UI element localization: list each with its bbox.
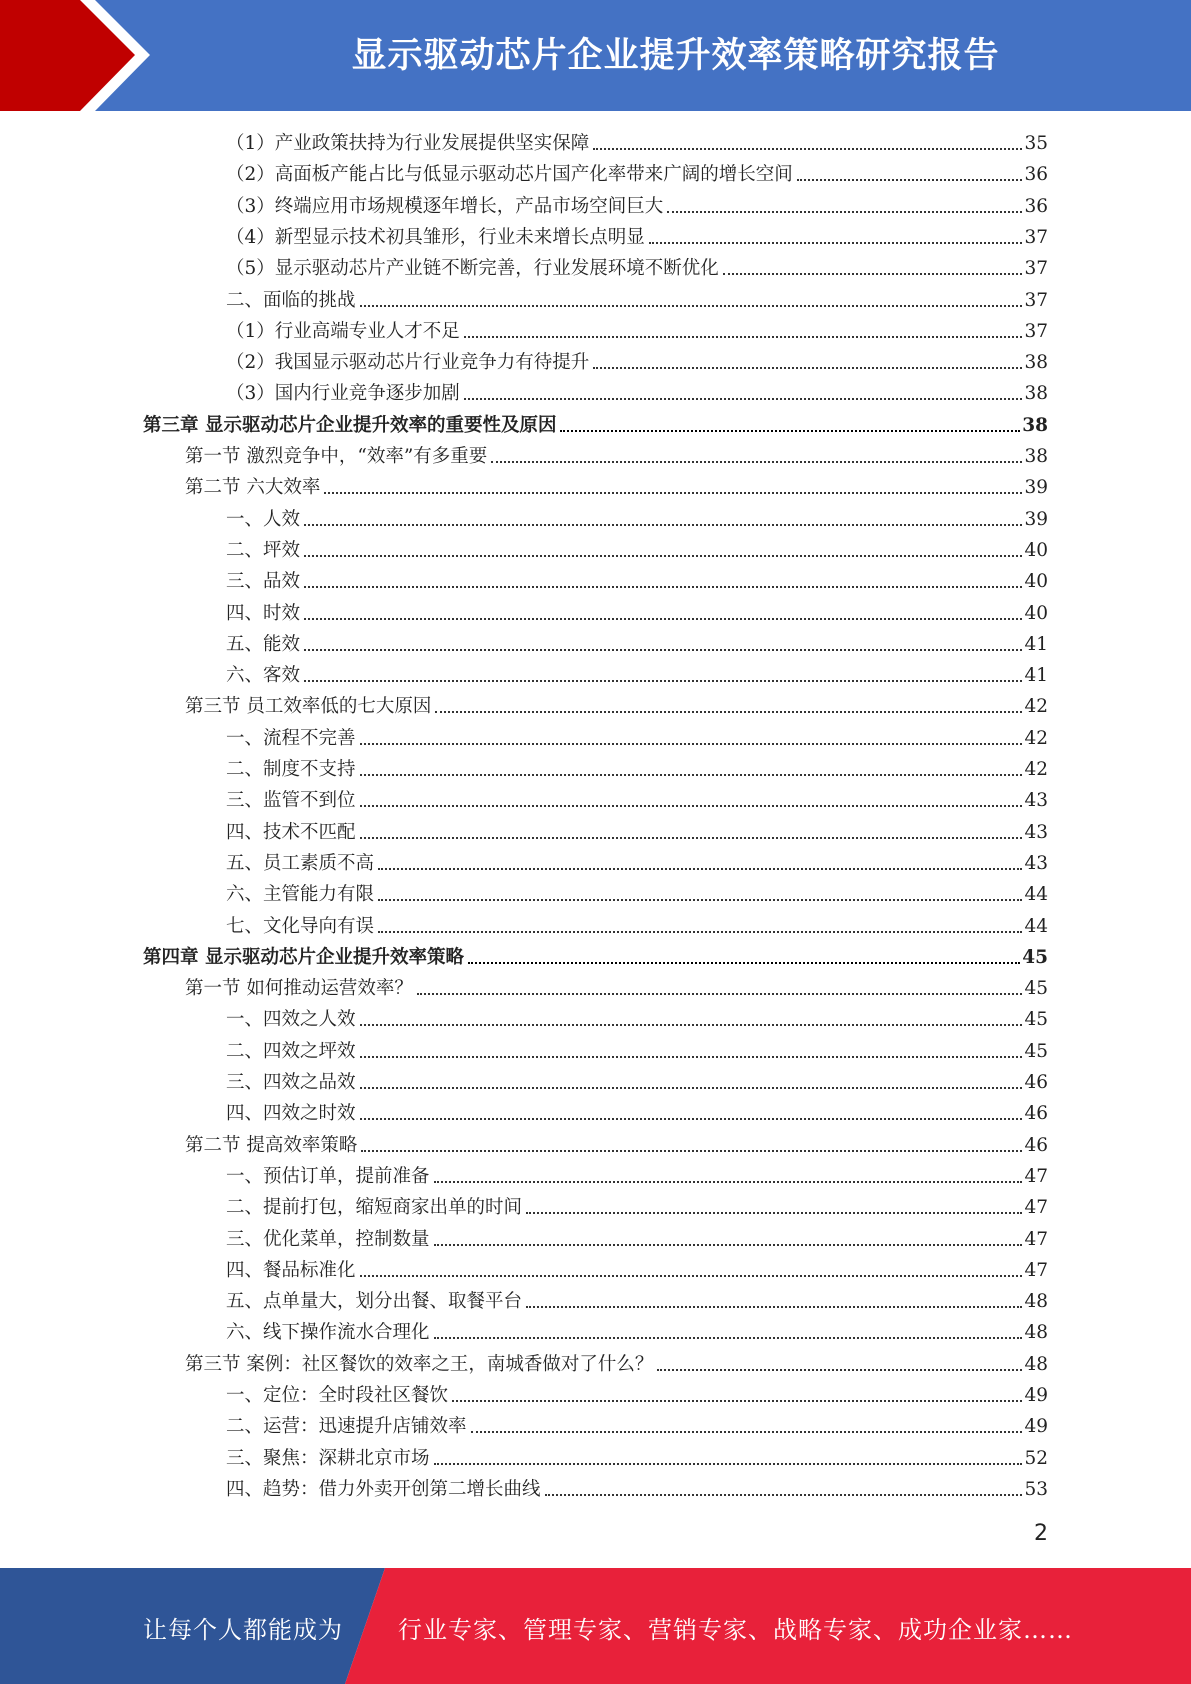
toc-entry-page: 47	[1024, 1197, 1048, 1219]
toc-subsection-entry[interactable]	[226, 1224, 1048, 1252]
toc-subsection-entry[interactable]	[226, 1098, 1048, 1126]
toc-entry-title: （1）产业政策扶持为行业发展提供坚实保障	[226, 133, 590, 154]
toc-dot-leader	[434, 1463, 1023, 1465]
page-header	[0, 0, 1191, 111]
toc-entry-page: 47	[1024, 1165, 1048, 1187]
toc-entry-title: 三、品效	[226, 571, 301, 593]
toc-entry-title: （5）显示驱动芯片产业链不断完善，行业发展环境不断优化	[226, 258, 719, 280]
toc-dot-leader	[468, 962, 1020, 964]
toc-subsection-entry[interactable]	[226, 879, 1048, 907]
toc-entry-title: 第一节 激烈竞争中，“效率”有多重要	[185, 446, 488, 467]
toc-entry-page: 38	[1022, 414, 1048, 436]
toc-entry-title: 一、预估订单，提前准备	[226, 1165, 430, 1187]
toc-subsection-entry[interactable]	[226, 911, 1048, 939]
toc-entry-page: 46	[1024, 1103, 1048, 1125]
toc-dot-leader	[464, 398, 1023, 400]
toc-subsection-entry[interactable]	[226, 253, 1048, 281]
toc-dot-leader	[304, 680, 1022, 682]
toc-entry-title: 七、文化导向有误	[226, 915, 375, 937]
toc-dot-leader	[434, 1337, 1023, 1339]
page-number: 2	[1034, 1521, 1048, 1546]
toc-entry-title: 第三章 显示驱动芯片企业提升效率的重要性及原因	[143, 414, 557, 436]
toc-entry-page: 40	[1024, 571, 1048, 593]
toc-dot-leader	[723, 273, 1023, 275]
toc-entry-page: 46	[1024, 1072, 1048, 1093]
toc-entry-page: 52	[1024, 1447, 1048, 1469]
toc-entry-title: 第三节 案例：社区餐饮的效率之王，南城香做对了什么？	[185, 1353, 654, 1375]
toc-entry-title: 四、时效	[226, 602, 301, 624]
toc-entry-title: 六、线下操作流水合理化	[226, 1322, 430, 1344]
toc-entry-title: 三、聚焦：深耕北京市场	[226, 1447, 430, 1469]
toc-subsection-entry[interactable]	[226, 754, 1048, 782]
toc-section-entry[interactable]	[185, 691, 1048, 719]
toc-entry-title: 二、运营：迅速提升店铺效率	[226, 1416, 467, 1438]
toc-entry-page: 47	[1024, 1259, 1048, 1281]
toc-dot-leader	[464, 336, 1023, 338]
toc-entry-title: 二、四效之坪效	[226, 1040, 356, 1062]
toc-subsection-entry[interactable]	[226, 128, 1048, 156]
toc-entry-title: （2）我国显示驱动芯片行业竞争力有待提升	[226, 352, 590, 374]
toc-dot-leader	[435, 711, 1022, 713]
toc-entry-page: 53	[1024, 1478, 1048, 1500]
toc-entry-title: 四、四效之时效	[226, 1103, 356, 1125]
toc-entry-title: 五、点单量大，划分出餐、取餐平台	[226, 1291, 523, 1313]
toc-entry-page: 41	[1024, 665, 1048, 687]
toc-dot-leader	[526, 1306, 1022, 1308]
toc-subsection-entry[interactable]	[226, 1161, 1048, 1189]
toc-subsection-entry[interactable]	[226, 785, 1048, 813]
toc-dot-leader	[360, 1024, 1023, 1026]
toc-dot-leader	[304, 649, 1022, 651]
toc-entry-page: 36	[1024, 195, 1048, 217]
toc-dot-leader	[378, 868, 1022, 870]
toc-entry-page: 41	[1024, 633, 1048, 655]
toc-entry-page: 37	[1024, 320, 1048, 342]
toc-dot-leader	[491, 461, 1022, 463]
toc-entry-title: 第四章 显示驱动芯片企业提升效率策略	[143, 946, 464, 968]
toc-entry-title: （1）行业高端专业人才不足	[226, 320, 460, 342]
toc-subsection-entry[interactable]	[226, 1474, 1048, 1502]
toc-subsection-entry[interactable]	[226, 598, 1048, 626]
toc-entry-title: 一、四效之人效	[226, 1009, 356, 1031]
toc-dot-leader	[360, 1118, 1023, 1120]
toc-dot-leader	[378, 931, 1022, 933]
toc-entry-page: 40	[1024, 602, 1048, 624]
toc-entry-page: 38	[1024, 383, 1048, 405]
toc-entry-page: 37	[1024, 258, 1048, 280]
toc-dot-leader	[471, 1431, 1023, 1433]
toc-entry-title: 四、餐品标准化	[226, 1259, 356, 1281]
toc-dot-leader	[304, 524, 1022, 526]
toc-entry-title: 三、监管不到位	[226, 790, 356, 812]
toc-entry-page: 42	[1024, 759, 1048, 780]
toc-subsection-entry[interactable]	[226, 1004, 1048, 1032]
toc-entry-page: 40	[1024, 539, 1048, 561]
toc-dot-leader	[417, 993, 1023, 995]
toc-entry-page: 38	[1024, 446, 1048, 467]
toc-entry-title: 四、趋势：借力外卖开创第二增长曲线	[226, 1478, 541, 1500]
toc-dot-leader	[304, 618, 1022, 620]
toc-entry-page: 43	[1024, 790, 1048, 812]
toc-entry-title: （3）国内行业竞争逐步加剧	[226, 383, 460, 405]
toc-entry-title: （3）终端应用市场规模逐年增长，产品市场空间巨大	[226, 195, 664, 217]
toc-subsection-entry[interactable]	[226, 817, 1048, 845]
toc-dot-leader	[360, 305, 1023, 307]
toc-subsection-entry[interactable]	[226, 1067, 1048, 1095]
toc-subsection-entry[interactable]	[226, 1411, 1048, 1439]
toc-subsection-entry[interactable]	[226, 1255, 1048, 1283]
toc-entry-page: 49	[1024, 1416, 1048, 1438]
footer-slogan-right: 行业专家、管理专家、营销专家、战略专家、成功企业家……	[398, 1616, 1073, 1644]
toc-subsection-entry[interactable]	[226, 848, 1048, 876]
toc-dot-leader	[593, 148, 1022, 150]
page-footer	[0, 1568, 1191, 1684]
toc-dot-leader	[304, 586, 1022, 588]
toc-subsection-entry[interactable]	[226, 1317, 1048, 1345]
toc-entry-page: 37	[1024, 226, 1048, 248]
toc-subsection-entry[interactable]	[226, 535, 1048, 563]
toc-entry-title: 第三节 员工效率低的七大原因	[185, 696, 432, 718]
toc-entry-title: 第二节 提高效率策略	[185, 1134, 358, 1156]
toc-entry-page: 48	[1024, 1353, 1048, 1375]
toc-entry-page: 43	[1024, 821, 1048, 843]
header-arrow-decoration	[0, 0, 160, 111]
toc-dot-leader	[324, 492, 1022, 494]
toc-subsection-entry[interactable]	[226, 566, 1048, 594]
toc-section-entry[interactable]	[185, 1130, 1048, 1158]
toc-entry-page: 45	[1024, 978, 1048, 1000]
toc-subsection-entry[interactable]	[226, 285, 1048, 313]
toc-entry-title: 二、坪效	[226, 539, 301, 561]
toc-entry-page: 45	[1022, 946, 1048, 968]
toc-dot-leader	[657, 1369, 1022, 1371]
toc-entry-title: 六、客效	[226, 665, 301, 687]
toc-entry-title: 四、技术不匹配	[226, 821, 356, 843]
toc-entry-page: 45	[1024, 1040, 1048, 1062]
toc-entry-page: 44	[1024, 884, 1048, 906]
toc-entry-page: 47	[1024, 1228, 1048, 1250]
toc-entry-title: 六、主管能力有限	[226, 884, 375, 906]
toc-entry-page: 36	[1024, 164, 1048, 186]
toc-chapter-entry[interactable]	[143, 942, 1048, 970]
toc-subsection-entry[interactable]	[226, 1192, 1048, 1220]
toc-dot-leader	[304, 555, 1022, 557]
toc-entry-title: 二、面临的挑战	[226, 289, 356, 311]
toc-subsection-entry[interactable]	[226, 378, 1048, 406]
toc-chapter-entry[interactable]	[143, 410, 1048, 438]
toc-section-entry[interactable]	[185, 441, 1048, 469]
toc-subsection-entry[interactable]	[226, 347, 1048, 375]
toc-entry-page: 39	[1024, 508, 1048, 530]
toc-subsection-entry[interactable]	[226, 723, 1048, 751]
toc-subsection-entry[interactable]	[226, 629, 1048, 657]
toc-subsection-entry[interactable]	[226, 1380, 1048, 1408]
toc-dot-leader	[360, 1056, 1023, 1058]
toc-dot-leader	[545, 1494, 1023, 1496]
toc-dot-leader	[452, 1400, 1022, 1402]
toc-entry-title: （2）高面板产能占比与低显示驱动芯片国产化率带来广阔的增长空间	[226, 164, 793, 186]
toc-entry-page: 42	[1024, 727, 1048, 749]
toc-subsection-entry[interactable]	[226, 222, 1048, 250]
toc-entry-page: 43	[1024, 852, 1048, 874]
toc-entry-page: 45	[1024, 1009, 1048, 1031]
toc-dot-leader	[797, 179, 1023, 181]
toc-entry-page: 49	[1024, 1385, 1048, 1406]
toc-entry-title: 一、人效	[226, 508, 301, 530]
toc-entry-title: 第一节 如何推动运营效率？	[185, 978, 413, 1000]
toc-entry-page: 46	[1024, 1134, 1048, 1156]
toc-subsection-entry[interactable]	[226, 316, 1048, 344]
toc-dot-leader	[667, 211, 1022, 213]
toc-dot-leader	[593, 367, 1022, 369]
toc-subsection-entry[interactable]	[226, 159, 1048, 187]
toc-subsection-entry[interactable]	[226, 1036, 1048, 1064]
toc-subsection-entry[interactable]	[226, 504, 1048, 532]
toc-subsection-entry[interactable]	[226, 660, 1048, 688]
toc-entry-page: 44	[1024, 915, 1048, 937]
toc-entry-title: 第二节 六大效率	[185, 477, 321, 499]
toc-entry-title: 一、流程不完善	[226, 727, 356, 749]
toc-entry-title: 三、四效之品效	[226, 1072, 356, 1093]
toc-section-entry[interactable]	[185, 472, 1048, 500]
toc-entry-title: 三、优化菜单，控制数量	[226, 1228, 430, 1250]
toc-dot-leader	[360, 1275, 1023, 1277]
toc-entry-page: 35	[1024, 133, 1048, 154]
toc-entry-title: 一、定位：全时段社区餐饮	[226, 1385, 449, 1406]
toc-dot-leader	[360, 837, 1023, 839]
toc-dot-leader	[378, 899, 1022, 901]
toc-subsection-entry[interactable]	[226, 191, 1048, 219]
toc-dot-leader	[360, 743, 1023, 745]
toc-entry-title: 二、提前打包，缩短商家出单的时间	[226, 1197, 523, 1219]
toc-entry-title: 五、员工素质不高	[226, 852, 375, 874]
toc-entry-page: 37	[1024, 289, 1048, 311]
toc-entry-title: 五、能效	[226, 633, 301, 655]
toc-dot-leader	[560, 430, 1020, 432]
toc-dot-leader	[360, 805, 1023, 807]
toc-entry-title: 二、制度不支持	[226, 759, 356, 780]
toc-subsection-entry[interactable]	[226, 1286, 1048, 1314]
toc-entry-title: （4）新型显示技术初具雏形，行业未来增长点明显	[226, 226, 645, 248]
toc-entry-page: 48	[1024, 1291, 1048, 1313]
toc-subsection-entry[interactable]	[226, 1443, 1048, 1471]
toc-entry-page: 39	[1024, 477, 1048, 499]
toc-dot-leader	[434, 1181, 1023, 1183]
toc-dot-leader	[360, 1087, 1023, 1089]
report-title: 显示驱动芯片企业提升效率策略研究报告	[351, 36, 1000, 76]
toc-entry-page: 38	[1024, 352, 1048, 374]
toc-dot-leader	[434, 1244, 1023, 1246]
toc-section-entry[interactable]	[185, 973, 1048, 1001]
toc-entry-page: 48	[1024, 1322, 1048, 1344]
toc-entry-page: 42	[1024, 696, 1048, 718]
toc-dot-leader	[526, 1212, 1022, 1214]
toc-dot-leader	[360, 774, 1023, 776]
toc-dot-leader	[649, 242, 1023, 244]
footer-slogan-left: 让每个人都能成为	[143, 1616, 343, 1644]
toc-section-entry[interactable]	[185, 1349, 1048, 1377]
toc-dot-leader	[361, 1150, 1022, 1152]
